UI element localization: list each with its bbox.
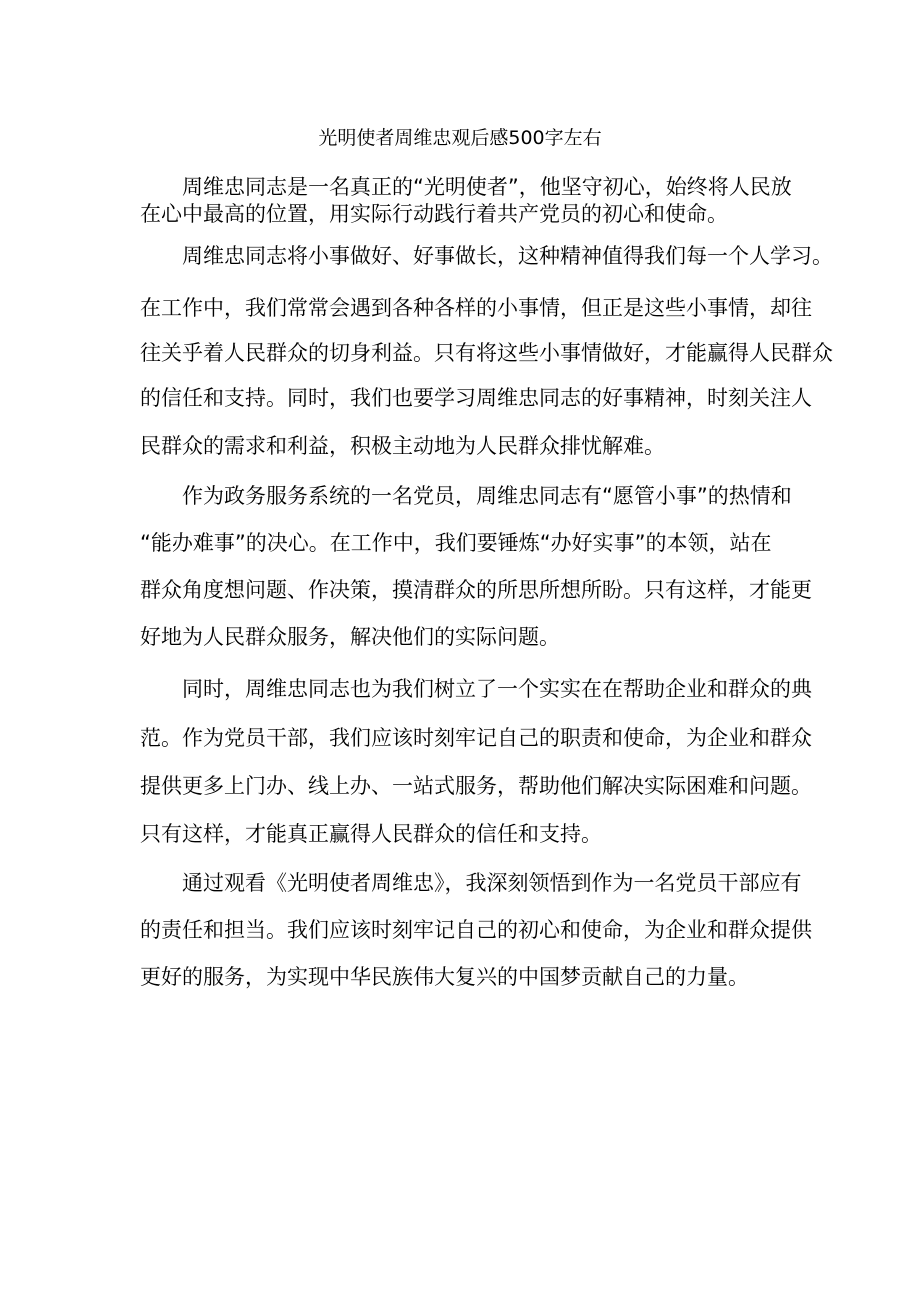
paragraph-line: 周维忠同志是一名真正的“光明使者”，他坚守初心，始终将人民放 bbox=[182, 175, 792, 199]
paragraph-line: 群众角度想问题、作决策，摸清群众的所思所想所盼。只有这样，才能更 bbox=[140, 578, 812, 602]
paragraph-line: 往关乎着人民群众的切身利益。只有将这些小事情做好，才能赢得人民群众 bbox=[140, 341, 833, 365]
paragraph-line: 的信任和支持。同时，我们也要学习周维忠同志的好事精神，时刻关注人 bbox=[140, 386, 812, 410]
paragraph-line: 的责任和担当。我们应该时刻牢记自己的初心和使命，为企业和群众提供 bbox=[140, 918, 812, 942]
paragraph-line: 同时，周维忠同志也为我们树立了一个实实在在帮助企业和群众的典 bbox=[182, 677, 812, 701]
paragraph-line: 周维忠同志将小事做好、好事做长，这种精神值得我们每一个人学习。 bbox=[182, 244, 833, 268]
paragraph-line: 在心中最高的位置，用实际行动践行着共产党员的初心和使命。 bbox=[140, 202, 728, 226]
paragraph-line: 作为政务服务系统的一名党员，周维忠同志有“愿管小事”的热情和 bbox=[182, 484, 792, 508]
paragraph-line: 通过观看《光明使者周维忠》，我深刻领悟到作为一名党员干部应有 bbox=[182, 871, 802, 895]
paragraph-line: 民群众的需求和利益，积极主动地为人民群众排忧解难。 bbox=[140, 434, 665, 458]
paragraph-line: “能办难事”的决心。在工作中，我们要锤炼“办好实事”的本领，站在 bbox=[140, 531, 772, 555]
paragraph-line: 范。作为党员干部，我们应该时刻牢记自己的职责和使命，为企业和群众 bbox=[140, 726, 812, 750]
paragraph-line: 只有这样，才能真正赢得人民群众的信任和支持。 bbox=[140, 822, 602, 846]
paragraph-line: 提供更多上门办、线上办、一站式服务，帮助他们解决实际困难和问题。 bbox=[140, 774, 812, 798]
document-title: 光明使者周维忠观后感500字左右 bbox=[318, 127, 602, 149]
paragraph-line: 更好的服务，为实现中华民族伟大复兴的中国梦贡献自己的力量。 bbox=[140, 965, 749, 989]
paragraph-line: 好地为人民群众服务，解决他们的实际问题。 bbox=[140, 625, 560, 649]
paragraph-line: 在工作中，我们常常会遇到各种各样的小事情，但正是这些小事情，却往 bbox=[140, 296, 812, 320]
